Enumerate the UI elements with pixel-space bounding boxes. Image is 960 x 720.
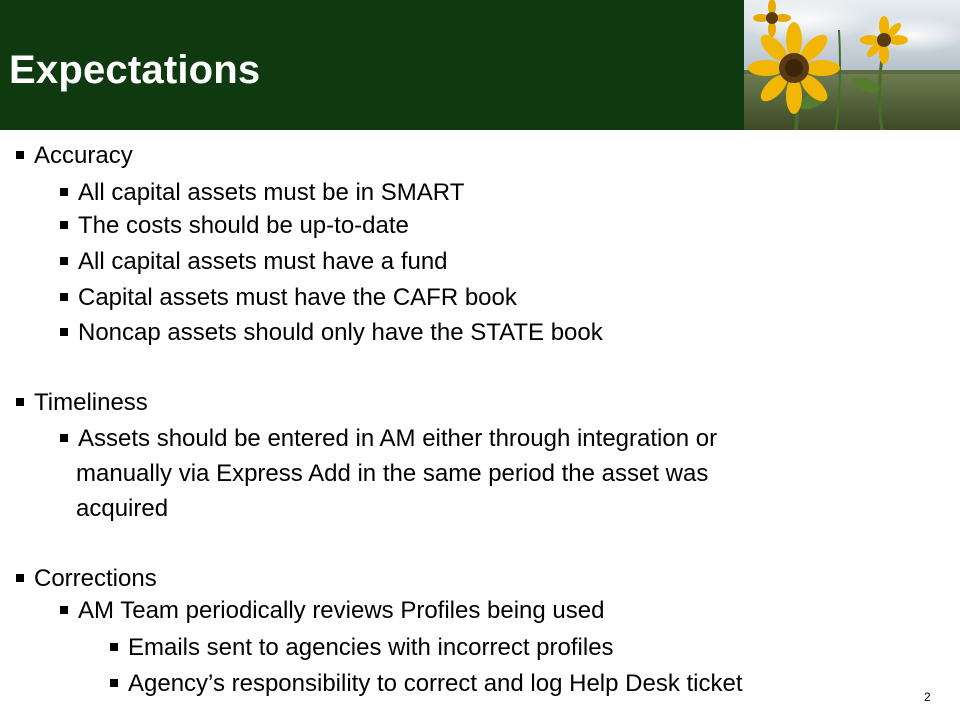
bullet-corrections-subitem: Agency’s responsibility to correct and log Help Desk ticket [110, 669, 743, 699]
bullet-accuracy-item: The costs should be up-to-date [60, 211, 409, 241]
square-bullet-icon [60, 221, 68, 229]
square-bullet-icon [60, 188, 68, 196]
page-number: 2 [924, 690, 931, 704]
square-bullet-icon [110, 679, 118, 687]
bullet-timeliness-item-continued: acquired [76, 495, 169, 522]
slide-title: Expectations [9, 48, 261, 92]
bullet-corrections-item: AM Team periodically reviews Profiles being used [60, 596, 604, 626]
square-bullet-icon [16, 151, 24, 159]
bullet-accuracy-item: All capital assets must have a fund [60, 247, 448, 277]
bullet-corrections-subitem: Emails sent to agencies with incorrect profiles [110, 633, 614, 663]
square-bullet-icon [60, 434, 68, 442]
sunflower-image [744, 0, 960, 130]
square-bullet-icon [60, 328, 68, 336]
bullet-accuracy-item: All capital assets must be in SMART [60, 178, 464, 208]
square-bullet-icon [110, 643, 118, 651]
bullet-timeliness: Timeliness [16, 388, 148, 418]
square-bullet-icon [16, 574, 24, 582]
sunflower-photo [744, 0, 960, 130]
bullet-accuracy-item: Capital assets must have the CAFR book [60, 283, 517, 313]
square-bullet-icon [60, 293, 68, 301]
square-bullet-icon [60, 257, 68, 265]
bullet-accuracy: Accuracy [16, 141, 133, 171]
square-bullet-icon [16, 398, 24, 406]
bullet-corrections: Corrections [16, 564, 157, 594]
bullet-accuracy-item: Noncap assets should only have the STATE book [60, 318, 603, 348]
bullet-timeliness-item: Assets should be entered in AM either through integration or [60, 424, 717, 454]
square-bullet-icon [60, 606, 68, 614]
bullet-timeliness-item-continued: manually via Express Add in the same period the asset was [76, 460, 709, 487]
slide-header [0, 0, 960, 130]
